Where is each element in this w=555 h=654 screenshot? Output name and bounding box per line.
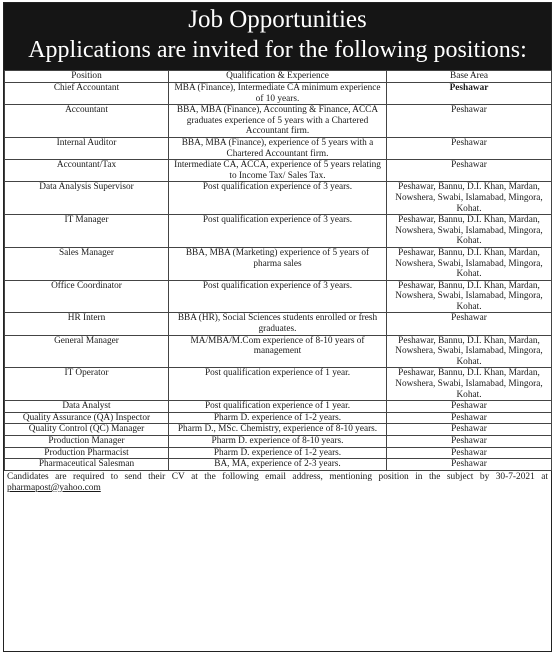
qualification-cell: Post qualification experience of 1 year. bbox=[169, 401, 387, 413]
table-row bbox=[5, 335, 552, 368]
qualification-cell: BA, MA, experience of 2-3 years. bbox=[169, 459, 387, 471]
position-cell: Internal Auditor bbox=[5, 137, 169, 159]
table-row bbox=[5, 313, 552, 335]
qualification-cell: Pharm D. experience of 1-2 years. bbox=[169, 412, 387, 424]
position-cell: Accountant/Tax bbox=[5, 160, 169, 182]
qualification-cell: BBA, MBA (Marketing) experience of 5 years of pharma sales bbox=[169, 247, 387, 280]
base-area-cell: Peshawar bbox=[387, 105, 552, 138]
table-row bbox=[5, 436, 552, 448]
column-header-position: Position bbox=[5, 71, 169, 83]
position-cell: Quality Control (QC) Manager bbox=[5, 424, 169, 436]
base-area-cell: Peshawar bbox=[387, 313, 552, 335]
position-cell: HR Intern bbox=[5, 313, 169, 335]
table-row bbox=[5, 280, 552, 313]
column-header-qualification: Qualification & Experience bbox=[169, 71, 387, 83]
qualification-cell: Post qualification experience of 3 years. bbox=[169, 280, 387, 313]
position-cell: Office Coordinator bbox=[5, 280, 169, 313]
position-cell: IT Manager bbox=[5, 215, 169, 248]
base-area-cell: Peshawar bbox=[387, 160, 552, 182]
base-area-cell: Peshawar bbox=[387, 412, 552, 424]
column-header-base-area: Base Area bbox=[387, 71, 552, 83]
qualification-cell: Pharm D. experience of 8-10 years. bbox=[169, 436, 387, 448]
table-row bbox=[5, 215, 552, 248]
position-cell: Data Analyst bbox=[5, 401, 169, 413]
position-cell: Quality Assurance (QA) Inspector bbox=[5, 412, 169, 424]
base-area-cell: Peshawar bbox=[387, 137, 552, 159]
base-area-cell: Peshawar, Bannu, D.I. Khan, Mardan, Nowshera, Swabi, Islamabad, Mingora, Kohat. bbox=[387, 247, 552, 280]
table-row bbox=[5, 424, 552, 436]
qualification-cell: BBA, MBA (Finance), experience of 5 years with a Chartered Accountant firm. bbox=[169, 137, 387, 159]
table-row bbox=[5, 447, 552, 459]
position-cell: Chief Accountant bbox=[5, 83, 169, 105]
qualification-cell: Pharm D., MSc. Chemistry, experience of 8-10 years. bbox=[169, 424, 387, 436]
table-header-row bbox=[5, 71, 552, 83]
position-cell: Accountant bbox=[5, 105, 169, 138]
position-cell: General Manager bbox=[5, 335, 169, 368]
base-area-cell: Peshawar bbox=[387, 424, 552, 436]
table-row bbox=[5, 459, 552, 471]
base-area-cell: Peshawar, Bannu, D.I. Khan, Mardan, Nowshera, Swabi, Islamabad, Mingora, Kohat. bbox=[387, 280, 552, 313]
position-cell: Data Analysis Supervisor bbox=[5, 182, 169, 215]
qualification-cell: Post qualification experience of 3 years. bbox=[169, 215, 387, 248]
position-cell: IT Operator bbox=[5, 368, 169, 401]
table-row bbox=[5, 412, 552, 424]
application-instructions bbox=[4, 471, 551, 494]
base-area-cell: Peshawar, Bannu, D.I. Khan, Mardan, Nowshera, Swabi, Islamabad, Mingora, Kohat. bbox=[387, 182, 552, 215]
instructions-text: Candidates are required to send their CV at the following email address, mentioning position in the subject by 30-7-2021 at bbox=[7, 471, 548, 482]
header-banner bbox=[4, 3, 551, 70]
base-area-cell: Peshawar bbox=[387, 447, 552, 459]
base-area-cell: Peshawar, Bannu, D.I. Khan, Mardan, Nowshera, Swabi, Islamabad, Mingora, Kohat. bbox=[387, 368, 552, 401]
table-row bbox=[5, 182, 552, 215]
position-cell: Production Pharmacist bbox=[5, 447, 169, 459]
contact-email-link[interactable]: pharmapost@yahoo.com bbox=[7, 482, 101, 493]
table-row bbox=[5, 160, 552, 182]
qualification-cell: Post qualification experience of 1 year. bbox=[169, 368, 387, 401]
position-cell: Sales Manager bbox=[5, 247, 169, 280]
qualification-cell: BBA (HR), Social Sciences students enrolled or fresh graduates. bbox=[169, 313, 387, 335]
qualification-cell: BBA, MBA (Finance), Accounting & Finance, ACCA graduates experience of 5 years with a Chartered Accountant firm. bbox=[169, 105, 387, 138]
base-area-cell: Peshawar, Bannu, D.I. Khan, Mardan, Nowshera, Swabi, Islamabad, Mingora, Kohat. bbox=[387, 215, 552, 248]
qualification-cell: MBA (Finance), Intermediate CA minimum experience of 10 years. bbox=[169, 83, 387, 105]
position-cell: Production Manager bbox=[5, 436, 169, 448]
base-area-cell: Peshawar bbox=[387, 436, 552, 448]
base-area-cell: Peshawar bbox=[387, 83, 552, 105]
table-row bbox=[5, 247, 552, 280]
page-title: Job Opportunities bbox=[188, 6, 367, 33]
table-row bbox=[5, 105, 552, 138]
table-row bbox=[5, 401, 552, 413]
base-area-cell: Peshawar, Bannu, D.I. Khan, Mardan, Nowshera, Swabi, Islamabad, Mingora, Kohat. bbox=[387, 335, 552, 368]
position-cell: Pharmaceutical Salesman bbox=[5, 459, 169, 471]
base-area-cell: Peshawar bbox=[387, 459, 552, 471]
positions-table bbox=[4, 70, 552, 471]
qualification-cell: Intermediate CA, ACCA, experience of 5 years relating to Income Tax/ Sales Tax. bbox=[169, 160, 387, 182]
qualification-cell: MA/MBA/M.Com experience of 8-10 years of management bbox=[169, 335, 387, 368]
qualification-cell: Pharm D. experience of 1-2 years. bbox=[169, 447, 387, 459]
qualification-cell: Post qualification experience of 3 years. bbox=[169, 182, 387, 215]
page-subtitle: Applications are invited for the following positions: bbox=[28, 37, 527, 63]
table-row bbox=[5, 83, 552, 105]
table-row bbox=[5, 368, 552, 401]
job-advertisement bbox=[3, 2, 552, 652]
base-area-cell: Peshawar bbox=[387, 401, 552, 413]
table-row bbox=[5, 137, 552, 159]
